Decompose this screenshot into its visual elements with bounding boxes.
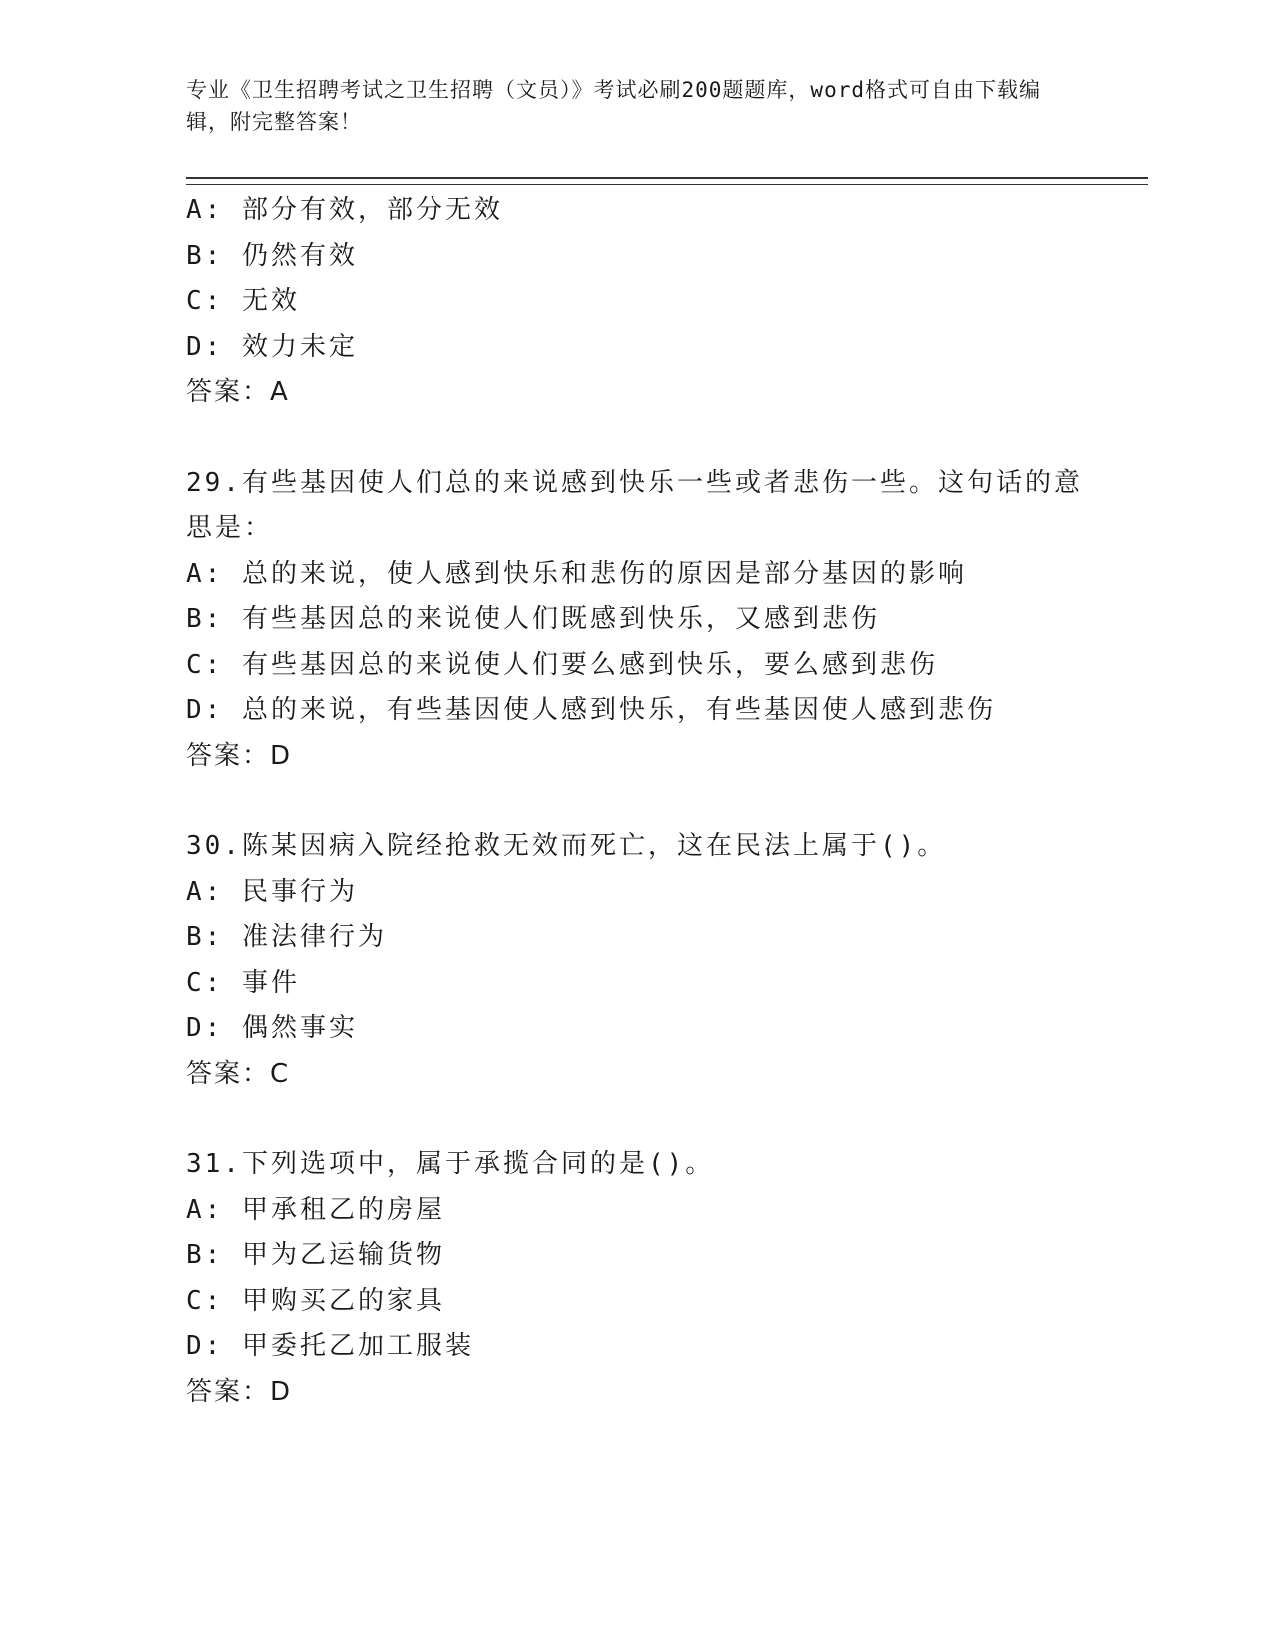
option-d: D: 甲委托乙加工服装 bbox=[186, 1331, 474, 1361]
option-c: C: 有些基因总的来说使人们要么感到快乐，要么感到悲伤 bbox=[186, 649, 938, 680]
header-divider bbox=[186, 177, 1148, 185]
question-29 bbox=[186, 461, 1086, 780]
option-d: D: 效力未定 bbox=[186, 331, 358, 362]
spacer bbox=[186, 416, 1086, 461]
option-c: C: 无效 bbox=[186, 286, 300, 316]
option-a: A: 甲承租乙的房屋 bbox=[186, 1194, 445, 1225]
option-c: C: 事件 bbox=[186, 967, 300, 998]
question-28-remainder bbox=[186, 188, 1086, 416]
option-b: B: 仍然有效 bbox=[186, 240, 358, 271]
question-stem: 29.有些基因使人们总的来说感到快乐一些或者悲伤一些。这句话的意思是： bbox=[186, 467, 1083, 543]
answer: 答案：D bbox=[186, 740, 293, 771]
option-a: A: 总的来说，使人感到快乐和悲伤的原因是部分基因的影响 bbox=[186, 558, 967, 589]
option-a: A: 部分有效，部分无效 bbox=[186, 195, 503, 225]
option-b: B: 甲为乙运输货物 bbox=[186, 1240, 445, 1270]
option-b: B: 准法律行为 bbox=[186, 922, 387, 952]
spacer bbox=[186, 1097, 1086, 1142]
answer: 答案：D bbox=[186, 1376, 293, 1407]
option-b: B: 有些基因总的来说使人们既感到快乐，又感到悲伤 bbox=[186, 604, 880, 634]
question-31 bbox=[186, 1142, 1086, 1415]
option-d: D: 总的来说，有些基因使人感到快乐，有些基因使人感到悲伤 bbox=[186, 695, 996, 725]
page-header: 专业《卫生招聘考试之卫生招聘（文员）》考试必刷200题题库，word格式可自由下载编辑，附完整答案！ bbox=[186, 78, 1041, 134]
question-list bbox=[186, 188, 1086, 1415]
question-30 bbox=[186, 824, 1086, 1097]
question-stem: 31.下列选项中，属于承揽合同的是()。 bbox=[186, 1149, 715, 1179]
option-d: D: 偶然事实 bbox=[186, 1013, 358, 1043]
answer: 答案：A bbox=[186, 377, 290, 407]
question-stem: 30.陈某因病入院经抢救无效而死亡，这在民法上属于()。 bbox=[186, 831, 947, 861]
spacer bbox=[186, 779, 1086, 824]
option-a: A: 民事行为 bbox=[186, 876, 358, 907]
answer: 答案：C bbox=[186, 1058, 291, 1089]
option-c: C: 甲购买乙的家具 bbox=[186, 1285, 445, 1316]
